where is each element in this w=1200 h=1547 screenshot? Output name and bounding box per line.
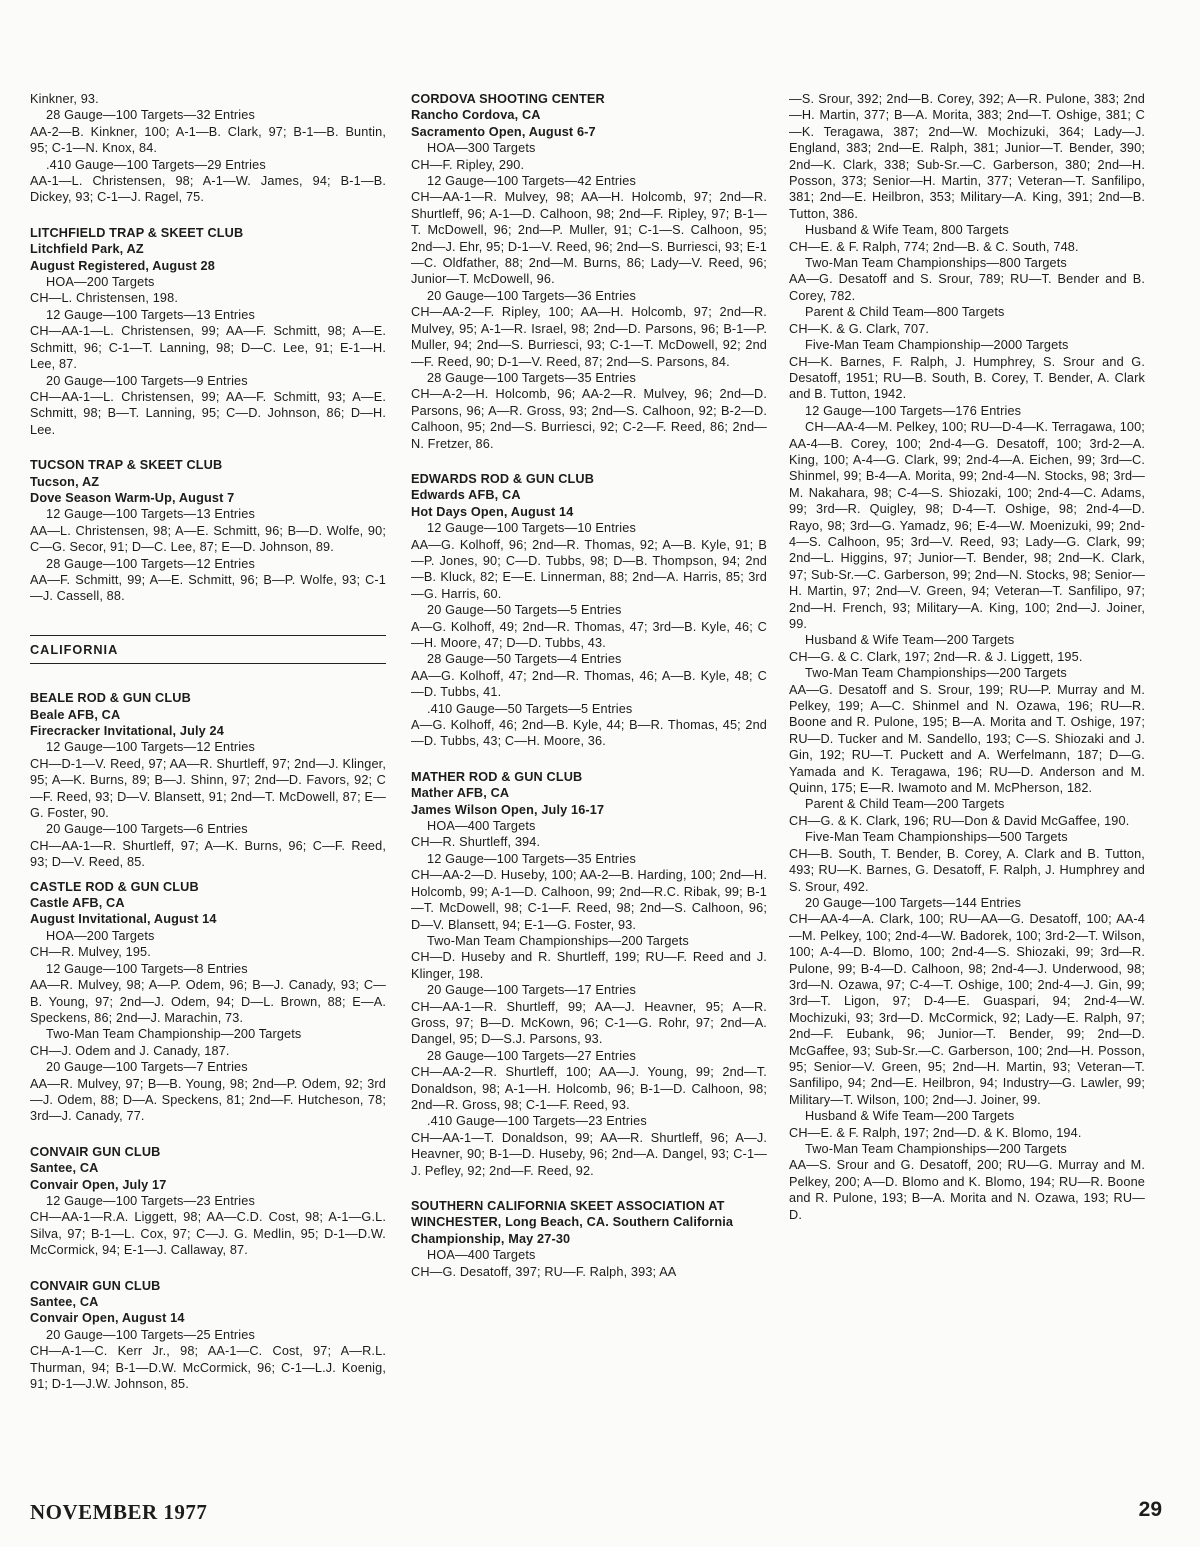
results-paragraph: AA—R. Mulvey, 97; B—B. Young, 98; 2nd—P. Odem, 92; 3rd—J. Odem, 88; D—A. Speckens, 81; 2nd—F. Hutcheson, 78; 3rd—J. Canady, 77. xyxy=(30,1076,386,1124)
club-event: Dove Season Warm-Up, August 7 xyxy=(30,490,235,505)
results-paragraph: 12 Gauge—100 Targets—10 Entries xyxy=(427,521,636,536)
results-paragraph: 28 Gauge—100 Targets—12 Entries xyxy=(46,556,255,571)
club-event: Sacramento Open, August 6-7 xyxy=(411,124,596,139)
club-name: EDWARDS ROD & GUN CLUB xyxy=(411,471,595,486)
club-name: SOUTHERN CALIFORNIA SKEET ASSOCIATION AT WINCHESTER, Long Beach, CA. Southern California Championship, May 27-30 xyxy=(411,1199,734,1246)
results-paragraph: CH—AA-2—D. Huseby, 100; AA-2—B. Harding, 100; 2nd—H. Holcomb, 99; A-1—D. Calhoon, 99; 2nd—R.C. Ribak, 99; B-1—T. McDowell, 98; C-1—F. Reed, 98; 2nd—S. Calhoon, 96; D—V. Blansett, 94; E-1—G. Foster, 93. xyxy=(411,868,767,932)
column-2 xyxy=(411,91,767,1280)
state-section-heading: CALIFORNIA xyxy=(30,635,386,664)
results-paragraph: 20 Gauge—100 Targets—36 Entries xyxy=(427,288,636,303)
club-location: Santee, CA xyxy=(30,1161,99,1176)
results-paragraph: CH—AA-1—R.A. Liggett, 98; AA—C.D. Cost, 98; A-1—G.L. Silva, 97; B-1—L. Cox, 97; C—J. G. Medlin, 95; D-1—D.W. McCormick, 94; E-1—J. Callaway, 87. xyxy=(30,1210,386,1258)
results-paragraph: AA—R. Mulvey, 98; A—P. Odem, 96; B—J. Canady, 93; C—B. Young, 97; 2nd—J. Odem, 94; D—L. Brown, 88; E—A. Speckens, 86; 2nd—J. Marachin, 73. xyxy=(30,978,386,1025)
results-paragraph: CH—F. Ripley, 290. xyxy=(411,157,525,172)
results-paragraph: Two-Man Team Championships—200 Targets xyxy=(805,1142,1067,1156)
results-paragraph: 20 Gauge—100 Targets—9 Entries xyxy=(46,373,248,388)
club-heading xyxy=(411,1198,767,1247)
results-paragraph: 12 Gauge—100 Targets—35 Entries xyxy=(427,851,636,866)
club-event: August Registered, August 28 xyxy=(30,258,215,273)
club-name: CONVAIR GUN CLUB xyxy=(30,1278,161,1293)
club-event: Hot Days Open, August 14 xyxy=(411,504,574,519)
results-paragraph: Two-Man Team Championship—200 Targets xyxy=(46,1027,302,1042)
results-paragraph: 12 Gauge—100 Targets—13 Entries xyxy=(46,307,255,322)
results-paragraph: Parent & Child Team—800 Targets xyxy=(805,305,1005,320)
results-paragraph: CH—AA-1—L. Christensen, 99; AA—F. Schmitt, 93; A—E. Schmitt, 98; B—T. Lanning, 95; C—D. Johnson, 86; D—H. Lee. xyxy=(30,389,386,437)
results-paragraph: 28 Gauge—100 Targets—35 Entries xyxy=(427,370,636,385)
results-paragraph: CH—AA-2—R. Shurtleff, 100; AA—J. Young, 99; 2nd—T. Donaldson, 98; A-1—H. Holcomb, 96; B-1—D. Calhoon, 98; 2nd—R. Gross, 98; C-1—F. Reed, 93. xyxy=(411,1065,767,1112)
club-heading xyxy=(30,690,386,739)
results-paragraph: —S. Srour, 392; 2nd—B. Corey, 392; A—R. Pulone, 383; 2nd—H. Martin, 377; B—A. Morita, 383; 2nd—T. Oshige, 381; C—K. Teragawa, 387; 2nd—W. Mochizuki, 364; Lady—J. England, 383; 2nd—E. Ralph, 381; Junior—T. Bender, 390; 2nd—K. Clark, 338; Sub-Sr.—C. Garberson, 380; 2nd—H. Posson, 373; Senior—H. Martin, 377; Veteran—T. Sanfilipo, 381; 2nd—E. Heilbron, 353; Military—A. King, 391; 2nd—B. Tutton, 386. xyxy=(789,92,1145,221)
club-event: August Invitational, August 14 xyxy=(30,912,217,927)
club-event: James Wilson Open, July 16-17 xyxy=(411,802,605,817)
club-heading xyxy=(30,457,386,506)
results-paragraph: CH—AA-1—L. Christensen, 99; AA—F. Schmitt, 98; A—E. Schmitt, 96; C-1—T. Lanning, 98; D—C. Lee, 91; E-1—H. Lee, 87. xyxy=(30,324,386,372)
club-name: CORDOVA SHOOTING CENTER xyxy=(411,92,605,106)
club-heading xyxy=(411,769,767,818)
results-paragraph: AA-2—B. Kinkner, 100; A-1—B. Clark, 97; B-1—B. Buntin, 95; C-1—N. Knox, 84. xyxy=(30,124,386,156)
results-paragraph: CH—K. & G. Clark, 707. xyxy=(789,321,930,336)
results-paragraph: CH—R. Mulvey, 195. xyxy=(30,945,151,960)
club-location: Castle AFB, CA xyxy=(30,896,125,911)
club-heading xyxy=(411,471,767,520)
club-event: Firecracker Invitational, July 24 xyxy=(30,724,224,738)
results-paragraph: AA—F. Schmitt, 99; A—E. Schmitt, 96; B—P. Wolfe, 93; C-1—J. Cassell, 88. xyxy=(30,572,386,604)
results-paragraph: CH—A-2—H. Holcomb, 96; AA-2—R. Mulvey, 96; 2nd—D. Parsons, 96; A—R. Gross, 93; 2nd—S. Calhoon, 92; B-2—D. Calhoon, 95; 2nd—S. Burriesci, 92; C-2—F. Reed, 86; 2nd—N. Fretzer, 86. xyxy=(411,387,767,451)
results-paragraph: 12 Gauge—100 Targets—8 Entries xyxy=(46,961,248,976)
club-location: Litchfield Park, AZ xyxy=(30,242,144,257)
club-name: CASTLE ROD & GUN CLUB xyxy=(30,879,199,894)
results-paragraph: AA—G. Desatoff and S. Srour, 789; RU—T. Bender and B. Corey, 782. xyxy=(789,272,1145,303)
results-paragraph: CH—J. Odem and J. Canady, 187. xyxy=(30,1043,230,1058)
results-paragraph: HOA—200 Targets xyxy=(46,275,155,290)
club-heading xyxy=(411,91,767,140)
club-heading xyxy=(30,1278,386,1327)
results-paragraph: 12 Gauge—100 Targets—12 Entries xyxy=(46,740,255,755)
results-paragraph: CH—D-1—V. Reed, 97; AA—R. Shurtleff, 97; 2nd—J. Klinger, 95; A—K. Burns, 89; B—J. Shinn, 97; 2nd—D. Favors, 92; C—F. Reed, 93; D—V. Blansett, 91; 2nd—T. McDowell, 87; E—G. Foster, 90. xyxy=(30,756,386,821)
results-paragraph: Two-Man Team Championships—200 Targets xyxy=(805,666,1067,681)
results-paragraph: CH—AA-1—R. Shurtleff, 99; AA—J. Heavner, 95; A—R. Gross, 97; B—D. McKown, 96; C-1—G. Rohr, 97; 2nd—A. Dangel, 95; D—S.J. Parsons, 93. xyxy=(411,999,767,1047)
column-3 xyxy=(789,91,1145,1223)
results-paragraph: CH—B. South, T. Bender, B. Corey, A. Clark and B. Tutton, 493; RU—K. Barnes, G. Desatoff, F. Ralph, J. Humphrey and S. Srour, 492. xyxy=(789,846,1145,894)
results-paragraph: A—G. Kolhoff, 49; 2nd—R. Thomas, 47; 3rd—B. Kyle, 46; C—H. Moore, 47; D—D. Tubbs, 43. xyxy=(411,619,767,650)
results-paragraph: CH—K. Barnes, F. Ralph, J. Humphrey, S. Srour and G. Desatoff, 1951; RU—B. South, B. Corey, T. Bender, A. Clark and B. Tutton, 1942. xyxy=(789,354,1145,402)
club-name: TUCSON TRAP & SKEET CLUB xyxy=(30,458,223,473)
results-paragraph: Kinkner, 93. xyxy=(30,92,99,106)
results-paragraph: 20 Gauge—100 Targets—6 Entries xyxy=(46,822,248,837)
club-heading xyxy=(30,225,386,274)
results-paragraph: CH—R. Shurtleff, 394. xyxy=(411,835,541,850)
results-paragraph: CH—AA-4—A. Clark, 100; RU—AA—G. Desatoff, 100; AA-4—M. Pelkey, 100; 2nd-4—W. Badorek, 100; 3rd-2—T. Wilson, 100; A-4—D. Blomo, 100; 2nd-4—S. Shiozaki, 99; 3rd—R. Pulone, 99; B-4—D. Calhoon, 98; 2nd-4—J. Underwood, 98; 3rd—N. Ozawa, 97; C-4—T. Oshige, 100; 2nd-4—J. Gin, 99; 3rd—T. Ligon, 97; D-4—E. Guaspari, 94; 2nd-4—W. Mochizuki, 93; 3rd—D. McCormick, 92; Lady—E. Ralph, 97; 2nd—F. Eubank, 96; Junior—T. Bender, 99; 2nd—D. McGaffee, 93; Sub-Sr.—C. Garberson, 100; 2nd—H. Posson, 95; Senior—V. Green, 95; 2nd—H. Martin, 93; Veteran—T. Sanfilipo, 94; 2nd—E. Heilbron, 94; Industry—G. Lawler, 99; Military—T. Wilson, 100; 2nd—J. Joiner, 99. xyxy=(789,912,1145,1107)
results-paragraph: 20 Gauge—100 Targets—144 Entries xyxy=(805,895,1022,910)
results-paragraph: Parent & Child Team—200 Targets xyxy=(805,797,1005,812)
results-paragraph: CH—AA-2—F. Ripley, 100; AA—H. Holcomb, 97; 2nd—R. Mulvey, 95; A-1—R. Israel, 98; 2nd—D. Parsons, 96; B-1—P. Muller, 94; 2nd—S. Burriesci, 93; C-1—T. McDowell, 92; 2nd—F. Reed, 90; D-1—V. Reed, 87; 2nd—S. Parsons, 84. xyxy=(411,305,767,369)
results-paragraph: Five-Man Team Championships—500 Targets xyxy=(805,830,1068,845)
results-paragraph: Husband & Wife Team—200 Targets xyxy=(805,633,1015,648)
club-event: Convair Open, August 14 xyxy=(30,1311,185,1326)
club-location: Tucson, AZ xyxy=(30,474,100,489)
results-paragraph: .410 Gauge—100 Targets—29 Entries xyxy=(46,157,266,172)
results-paragraph: AA—G. Kolhoff, 47; 2nd—R. Thomas, 46; A—B. Kyle, 48; C—D. Tubbs, 41. xyxy=(411,668,767,700)
results-paragraph: CH—AA-1—T. Donaldson, 99; AA—R. Shurtleff, 96; A—J. Heavner, 90; B-1—D. Huseby, 96; 2nd—A. Dangel, 93; C-1—J. Pefley, 92; 2nd—F. Reed, 92. xyxy=(411,1130,767,1178)
results-paragraph: 20 Gauge—100 Targets—25 Entries xyxy=(46,1327,255,1342)
results-paragraph: AA—L. Christensen, 98; A—E. Schmitt, 96; B—D. Wolfe, 90; C—G. Secor, 91; D—C. Lee, 87; E—D. Johnson, 89. xyxy=(30,523,386,555)
results-paragraph: Five-Man Team Championship—2000 Targets xyxy=(805,338,1069,353)
results-paragraph: Husband & Wife Team, 800 Targets xyxy=(805,223,1009,238)
results-paragraph: CH—L. Christensen, 198. xyxy=(30,291,179,306)
club-location: Santee, CA xyxy=(30,1295,99,1309)
results-paragraph: 12 Gauge—100 Targets—176 Entries xyxy=(805,403,1022,418)
club-location: Rancho Cordova, CA xyxy=(411,108,541,123)
results-paragraph: .410 Gauge—100 Targets—23 Entries xyxy=(427,1114,647,1129)
club-name: CONVAIR GUN CLUB xyxy=(30,1144,161,1159)
results-paragraph: AA—G. Kolhoff, 96; 2nd—R. Thomas, 92; A—B. Kyle, 91; B—P. Jones, 90; C—D. Tubbs, 98; D—B. Thompson, 94; 2nd—B. Kluck, 82; E—E. Linnerman, 88; 2nd—A. Harris, 85; 3rd—G. Harris, 60. xyxy=(411,537,767,601)
results-paragraph: Husband & Wife Team—200 Targets xyxy=(805,1109,1015,1124)
club-heading xyxy=(30,1144,386,1193)
results-paragraph: .410 Gauge—50 Targets—5 Entries xyxy=(427,701,633,716)
column-1 xyxy=(30,91,386,1392)
results-paragraph: 28 Gauge—100 Targets—32 Entries xyxy=(46,108,255,123)
results-paragraph: A—G. Kolhoff, 46; 2nd—B. Kyle, 44; B—R. Thomas, 45; 2nd—D. Tubbs, 43; C—H. Moore, 36. xyxy=(411,718,767,749)
results-paragraph: 28 Gauge—50 Targets—4 Entries xyxy=(427,652,622,667)
results-paragraph: CH—AA-1—R. Mulvey, 98; AA—H. Holcomb, 97; 2nd—R. Shurtleff, 96; A-1—D. Calhoon, 98; 2nd—F. Ripley, 97; B-1—T. McDowell, 96; 2nd—P. Muller, 91; C-1—S. Calhoon, 95; 2nd—J. Ehr, 95; D-1—V. Reed, 96; 2nd—S. Burriesci, 93; E-1—C. Oldfather, 88; 2nd—M. Burns, 86; Lady—V. Reed, 96; Junior—T. McDowell, 96. xyxy=(411,190,767,287)
results-paragraph: Two-Man Team Championships—800 Targets xyxy=(805,256,1067,271)
results-paragraph: 28 Gauge—100 Targets—27 Entries xyxy=(427,1048,636,1063)
results-paragraph: CH—E. & F. Ralph, 197; 2nd—D. & K. Blomo, 194. xyxy=(789,1125,1082,1140)
club-location: Beale AFB, CA xyxy=(30,707,121,722)
results-paragraph: 20 Gauge—100 Targets—7 Entries xyxy=(46,1060,248,1075)
club-name: LITCHFIELD TRAP & SKEET CLUB xyxy=(30,225,244,240)
results-paragraph: CH—AA-1—R. Shurtleff, 97; A—K. Burns, 96; C—F. Reed, 93; D—V. Reed, 85. xyxy=(30,838,386,870)
results-paragraph: 12 Gauge—100 Targets—23 Entries xyxy=(46,1193,255,1208)
club-name: MATHER ROD & GUN CLUB xyxy=(411,769,583,784)
results-paragraph: HOA—400 Targets xyxy=(427,1248,536,1263)
results-paragraph: AA-1—L. Christensen, 98; A-1—W. James, 94; B-1—B. Dickey, 93; C-1—J. Ragel, 75. xyxy=(30,174,386,205)
results-paragraph: HOA—300 Targets xyxy=(427,141,536,156)
club-name: BEALE ROD & GUN CLUB xyxy=(30,691,191,706)
results-paragraph: CH—AA-4—M. Pelkey, 100; RU—D-4—K. Terragawa, 100; AA-4—B. Corey, 100; 2nd-4—G. Desatoff, 100; 3rd-2—A. King, 100; A-4—G. Clark, 99; 2nd-4—A. Eichen, 99; 3rd—C. Shinmel, 99; B-4—A. Morita, 99; 2nd-4—N. Stocks, 98; 3rd—M. Nakahara, 98; C-4—S. Shiozaki, 100; 2nd-4—C. Adams, 99; 3rd—R. Quigley, 98; D-4—T. Oshige, 98; 2nd-4—D. Rayo, 98; 3rd—G. Yamadz, 96; E-4—W. Moenizuki, 99; 2nd-4—S. Calhoon, 95; 3rd—V. Reed, 93; Lady—G. Clark, 99; 2nd—L. Higgins, 97; Junior—T. Bender, 98; 2nd—K. Clark, 97; Sub-Sr.—C. Garberson, 99; 2nd—N. Stocks, 98; Senior—H. Martin, 97; 2nd—V. Green, 94; Veteran—T. Sanfilipo, 97; 2nd—H. French, 93; Military—A. King, 100; 2nd—J. Joiner, 99. xyxy=(789,420,1145,631)
club-location: Edwards AFB, CA xyxy=(411,488,521,503)
results-paragraph: CH—D. Huseby and R. Shurtleff, 199; RU—F. Reed and J. Klinger, 198. xyxy=(411,950,767,981)
results-paragraph: 20 Gauge—100 Targets—17 Entries xyxy=(427,983,636,998)
results-paragraph: CH—G. & K. Clark, 196; RU—Don & David McGaffee, 190. xyxy=(789,813,1130,828)
club-event: Convair Open, July 17 xyxy=(30,1177,167,1192)
club-heading xyxy=(30,879,386,928)
results-paragraph: Two-Man Team Championships—200 Targets xyxy=(427,933,689,948)
results-paragraph: AA—G. Desatoff and S. Srour, 199; RU—P. Murray and M. Pelkey, 199; A—C. Shinmel and N. Ozawa, 196; RU—R. Boone and R. Pulone, 195; B—A. Morita and T. Oshige, 197; RU—D. Tucker and M. Sandello, 193; C—S. Shiozaki and J. Gin, 192; RU—T. Puckett and A. Werfelmann, 187; D—G. Yamada and K. Teragawa, 196; RU—D. Anderson and M. Quinn, 175; E—R. Iwamoto and M. McPherson, 182. xyxy=(789,682,1145,796)
results-paragraph: 12 Gauge—100 Targets—42 Entries xyxy=(427,174,636,189)
results-paragraph: CH—A-1—C. Kerr Jr., 98; AA-1—C. Cost, 97; A—R.L. Thurman, 94; B-1—D.W. McCormick, 96; C-1—L.J. Koenig, 91; D-1—J.W. Johnson, 85. xyxy=(30,1344,386,1392)
issue-date: NOVEMBER 1977 xyxy=(30,1500,208,1524)
results-paragraph: CH—G. & C. Clark, 197; 2nd—R. & J. Liggett, 195. xyxy=(789,649,1083,664)
results-paragraph: HOA—400 Targets xyxy=(427,819,536,834)
results-paragraph: CH—G. Desatoff, 397; RU—F. Ralph, 393; AA xyxy=(411,1264,677,1279)
page-number: 29 xyxy=(1138,1498,1162,1521)
club-location: Mather AFB, CA xyxy=(411,786,510,801)
results-paragraph: HOA—200 Targets xyxy=(46,928,155,943)
results-paragraph: AA—S. Srour and G. Desatoff, 200; RU—G. Murray and M. Pelkey, 200; A—D. Blomo and K. Blomo, 194; RU—R. Boone and R. Pulone, 193; B—A. Morita and N. Ozawa, 193; RU—D. xyxy=(789,1158,1145,1222)
results-paragraph: 12 Gauge—100 Targets—13 Entries xyxy=(46,507,255,522)
results-paragraph: CH—E. & F. Ralph, 774; 2nd—B. & C. South, 748. xyxy=(789,239,1079,254)
results-paragraph: 20 Gauge—50 Targets—5 Entries xyxy=(427,603,622,618)
